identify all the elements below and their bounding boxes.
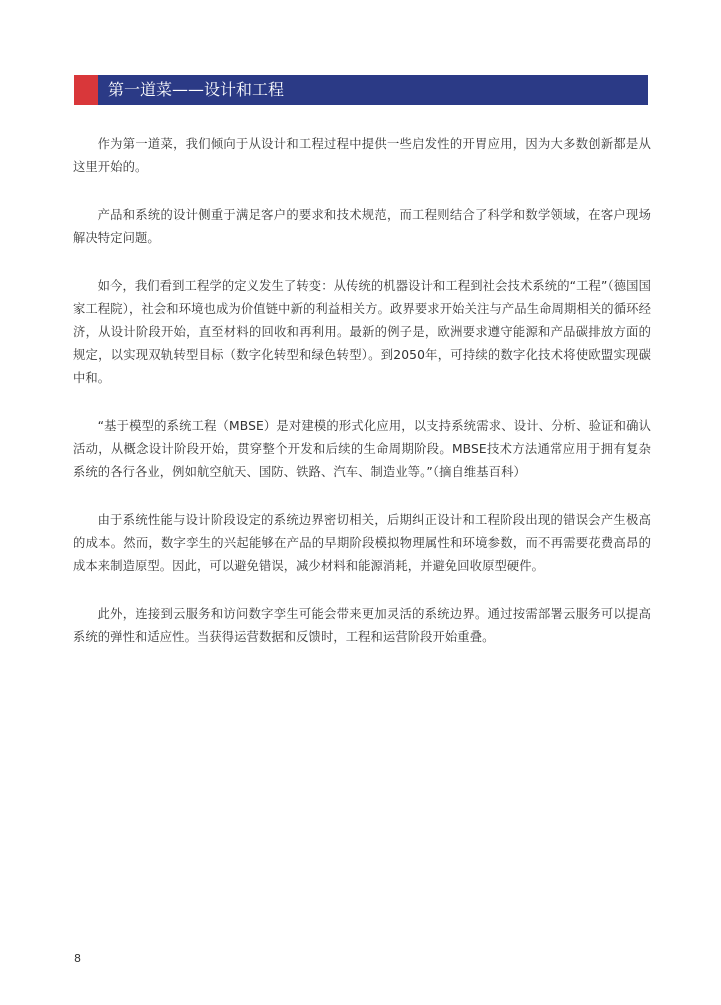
- paragraph-cloud: 此外，连接到云服务和访问数字孪生可能会带来更加灵活的系统边界。通过按需部署云服务可以提高系统的弹性和适应性。当获得运营数据和反馈时，工程和运营阶段开始重叠。: [73, 607, 651, 644]
- paragraph-engineering-definition: 如今，我们看到工程学的定义发生了转变：从传统的机器设计和工程到社会技术系统的“工程”（德国国家工程院），社会和环境也成为价值链中新的利益相关方。政界要求开始关注与产品生命周期相关的循环经济，从设计阶段开始，直至材料的回收和再利用。最新的例子是，欧洲要求遵守能源和产品碳排放方面的规定，以实现双轨转型目标（数字化转型和绿色转型）。到2050年，可持续的数字化技术将使欧盟实现碳中和。: [73, 279, 651, 385]
- paragraph-design: 产品和系统的设计侧重于满足客户的要求和技术规范，而工程则结合了科学和数学领域，在客户现场解决特定问题。: [73, 208, 651, 245]
- header-accent-bar: [74, 75, 98, 105]
- section-title: 第一道菜——设计和工程: [108, 80, 285, 99]
- paragraph-intro: 作为第一道菜，我们倾向于从设计和工程过程中提供一些启发性的开胃应用，因为大多数创新都是从这里开始的。: [73, 137, 651, 174]
- body-text: [73, 133, 651, 674]
- section-header: [74, 75, 648, 105]
- paragraph-mbse-quote: “基于模型的系统工程（MBSE）是对建模的形式化应用，以支持系统需求、设计、分析、验证和确认活动，从概念设计阶段开始，贯穿整个开发和后续的生命周期阶段。MBSE技术方法通常应用于拥有复杂系统的各行各业，例如航空航天、国防、铁路、汽车、制造业等。”（摘自维基百科）: [73, 419, 651, 479]
- paragraph-digital-twin: 由于系统性能与设计阶段设定的系统边界密切相关，后期纠正设计和工程阶段出现的错误会产生极高的成本。然而，数字孪生的兴起能够在产品的早期阶段模拟物理属性和环境参数，而不再需要花费高昂的成本来制造原型。因此，可以避免错误，减少材料和能源消耗，并避免回收原型硬件。: [73, 513, 651, 573]
- page-number: 8: [74, 952, 81, 965]
